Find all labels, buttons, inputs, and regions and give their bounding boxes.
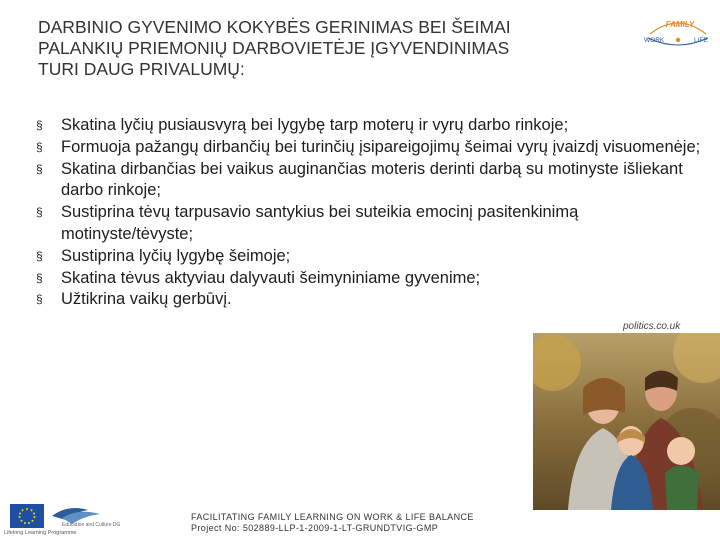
- title-line-3: TURI DAUG PRIVALUMŲ:: [38, 59, 245, 79]
- list-item: [36, 115, 706, 137]
- bullet-marker: §: [36, 270, 43, 285]
- footer: [191, 512, 474, 534]
- bullet-marker: §: [36, 118, 43, 132]
- list-item-text: Formuoja pažangų dirbančių bei turinčių įsipareigojimų šeimai vyrų įvaizdį visuomenėje;: [61, 137, 701, 156]
- family-work-life-logo: [640, 12, 716, 54]
- eu-flag-icon: [10, 504, 44, 528]
- photo-credit: politics.co.uk: [623, 321, 681, 332]
- list-item: [36, 159, 706, 203]
- bullet-marker: §: [36, 292, 43, 307]
- list-item: [36, 289, 706, 311]
- footer-line-2: Project No: 502889-LLP-1-2009-1-LT-GRUNDTVIG-GMP: [191, 523, 439, 533]
- logo-family-text: FAMILY: [665, 20, 695, 29]
- list-item-text: Skatina lyčių pusiausvyrą bei lygybę tarp moterų ir vyrų darbo rinkoje;: [61, 116, 569, 134]
- benefits-list: [36, 115, 706, 311]
- logo-work-text: WORK: [644, 37, 665, 44]
- logo-life-text: LIFE: [694, 37, 708, 44]
- footer-line-1: FACILITATING FAMILY LEARNING ON WORK & LIFE BALANCE: [191, 512, 474, 522]
- title-line-2: PALANKIŲ PRIEMONIŲ DARBOVIETĖJE ĮGYVENDINIMAS: [38, 38, 510, 58]
- list-item: [36, 137, 706, 159]
- list-item-text: Sustiprina lyčių lygybę šeimoje;: [61, 246, 291, 265]
- llp-caption: Lifelong Learning Programme: [4, 530, 77, 536]
- slide-title: [38, 17, 618, 80]
- list-item-text: Skatina dirbančias bei vaikus auginančias moteris derinti darbą su motinyste išliekant darbo rinkoje;: [61, 159, 683, 200]
- education-culture-caption: Education and Culture DG: [62, 522, 121, 528]
- list-item: [36, 268, 706, 290]
- bullet-marker: §: [36, 205, 43, 220]
- list-item: [36, 202, 706, 246]
- list-item-text: Užtikrina vaikų gerbūvį.: [61, 290, 232, 309]
- list-item-text: Sustiprina tėvų tarpusavio santykius bei suteikia emocinį pasitenkinimą motinyste/tėvyste;: [61, 203, 579, 243]
- bullet-marker: §: [36, 248, 43, 263]
- family-photo: [533, 333, 720, 510]
- list-item-text: Skatina tėvus aktyviau dalyvauti šeimyniniame gyvenime;: [61, 268, 481, 287]
- title-line-1: DARBINIO GYVENIMO KOKYBĖS GERINIMAS BEI ŠEIMAI: [38, 17, 511, 37]
- list-item: [36, 246, 706, 268]
- bullet-marker: §: [36, 139, 43, 154]
- bullet-marker: §: [36, 161, 43, 176]
